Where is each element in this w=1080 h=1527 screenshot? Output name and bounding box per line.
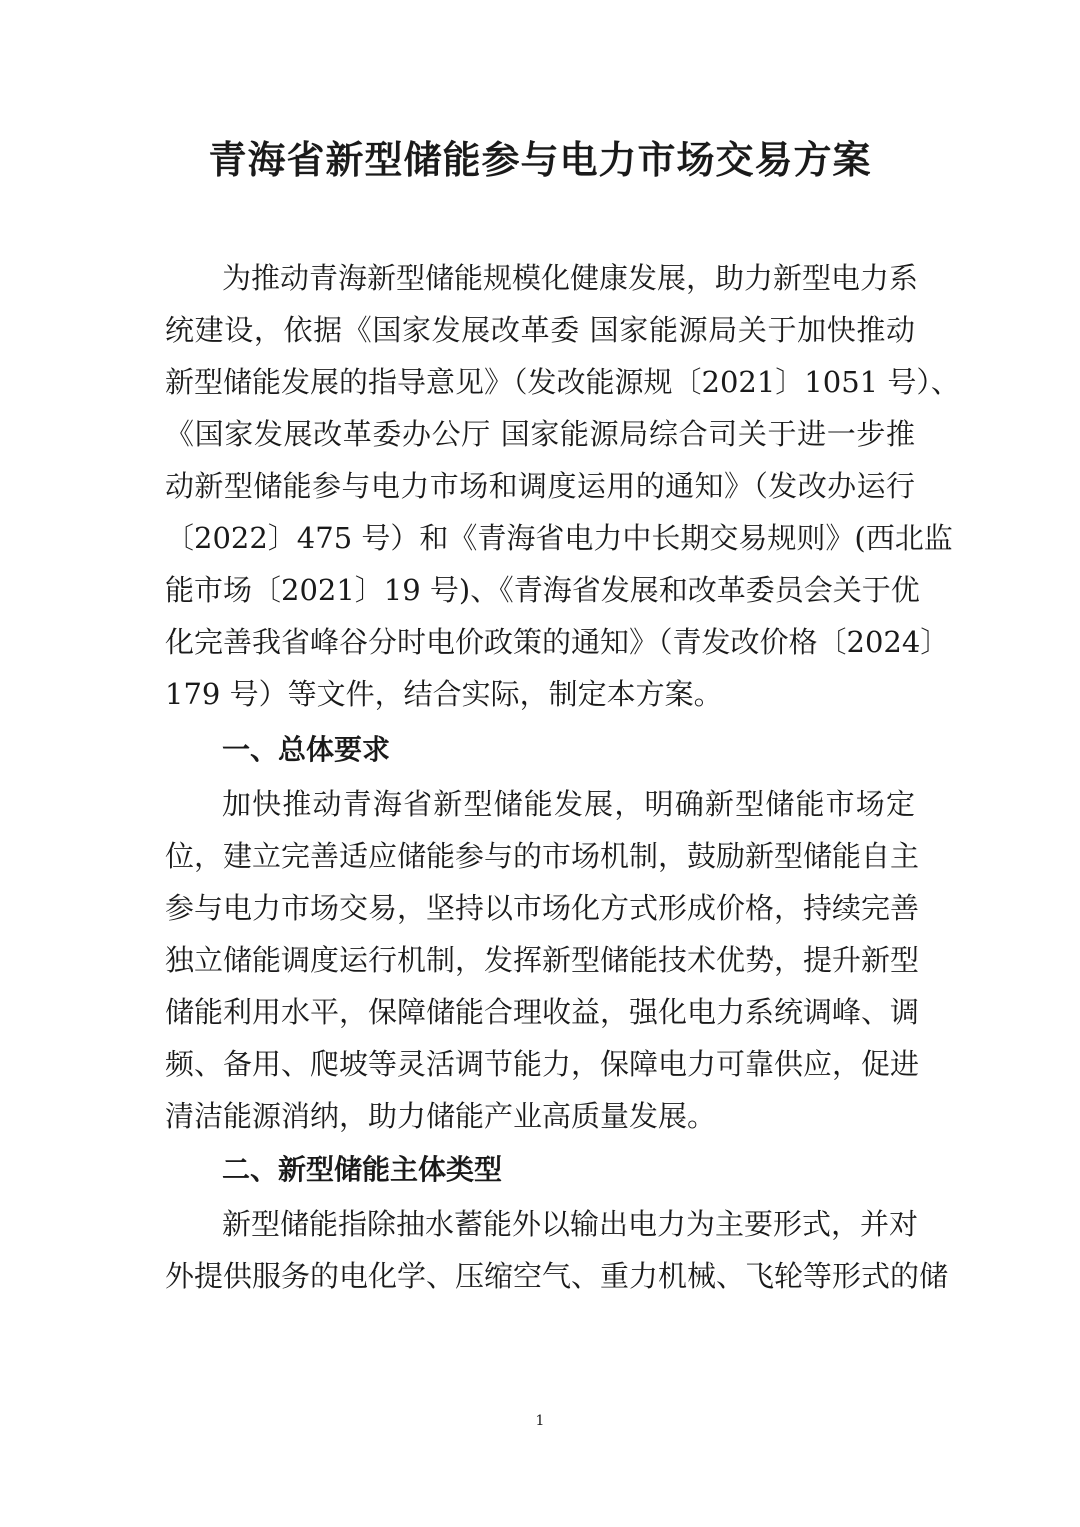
paragraph-line: 清洁能源消纳，助力储能产业高质量发展。 (165, 1099, 717, 1133)
document-title: 青海省新型储能参与电力市场交易方案 (208, 138, 872, 182)
section-heading-2: 二、新型储能主体类型 (222, 1153, 503, 1186)
paragraph-line: 储能利用水平，保障储能合理收益，强化电力系统调峰、调 (165, 995, 920, 1029)
paragraph-line: 动新型储能参与电力市场和调度运用的通知》（发改办运行 (165, 469, 915, 503)
paragraph-line: 新型储能指除抽水蓄能外以输出电力为主要形式，并对 (222, 1207, 919, 1241)
paragraph-line: 加快推动青海省新型储能发展，明确新型储能市场定 (222, 787, 915, 821)
paragraph-line: 独立储能调度运行机制，发挥新型储能技术优势，提升新型 (165, 943, 920, 977)
paragraph-line: 179 号）等文件，结合实际，制定本方案。 (165, 677, 723, 711)
paragraph-line: 〔2022〕475 号）和《青海省电力中长期交易规则》(西北监 (165, 521, 953, 555)
paragraph-line: 能市场〔2021〕19 号)、《青海省发展和改革委员会关于优 (165, 573, 920, 607)
paragraph-line: 化完善我省峰谷分时电价政策的通知》（青发改价格〔2024〕 (165, 625, 950, 659)
page-number: 1 (535, 1413, 545, 1429)
paragraph-line: 外提供服务的电化学、压缩空气、重力机械、飞轮等形式的储 (165, 1259, 949, 1293)
paragraph-line: 参与电力市场交易，坚持以市场化方式形成价格，持续完善 (165, 891, 920, 925)
paragraph-line: 统建设，依据《国家发展改革委 国家能源局关于加快推动 (165, 313, 915, 347)
paragraph-line: 《国家发展改革委办公厅 国家能源局综合司关于进一步推 (165, 417, 915, 451)
section-heading-1: 一、总体要求 (222, 733, 391, 766)
paragraph-line: 位，建立完善适应储能参与的市场机制，鼓励新型储能自主 (165, 839, 920, 873)
paragraph-line: 频、备用、爬坡等灵活调节能力，保障电力可靠供应，促进 (165, 1047, 920, 1081)
paragraph-line: 为推动青海新型储能规模化健康发展，助力新型电力系 (222, 261, 919, 295)
paragraph-line: 新型储能发展的指导意见》（发改能源规〔2021〕1051 号）、 (165, 365, 960, 399)
